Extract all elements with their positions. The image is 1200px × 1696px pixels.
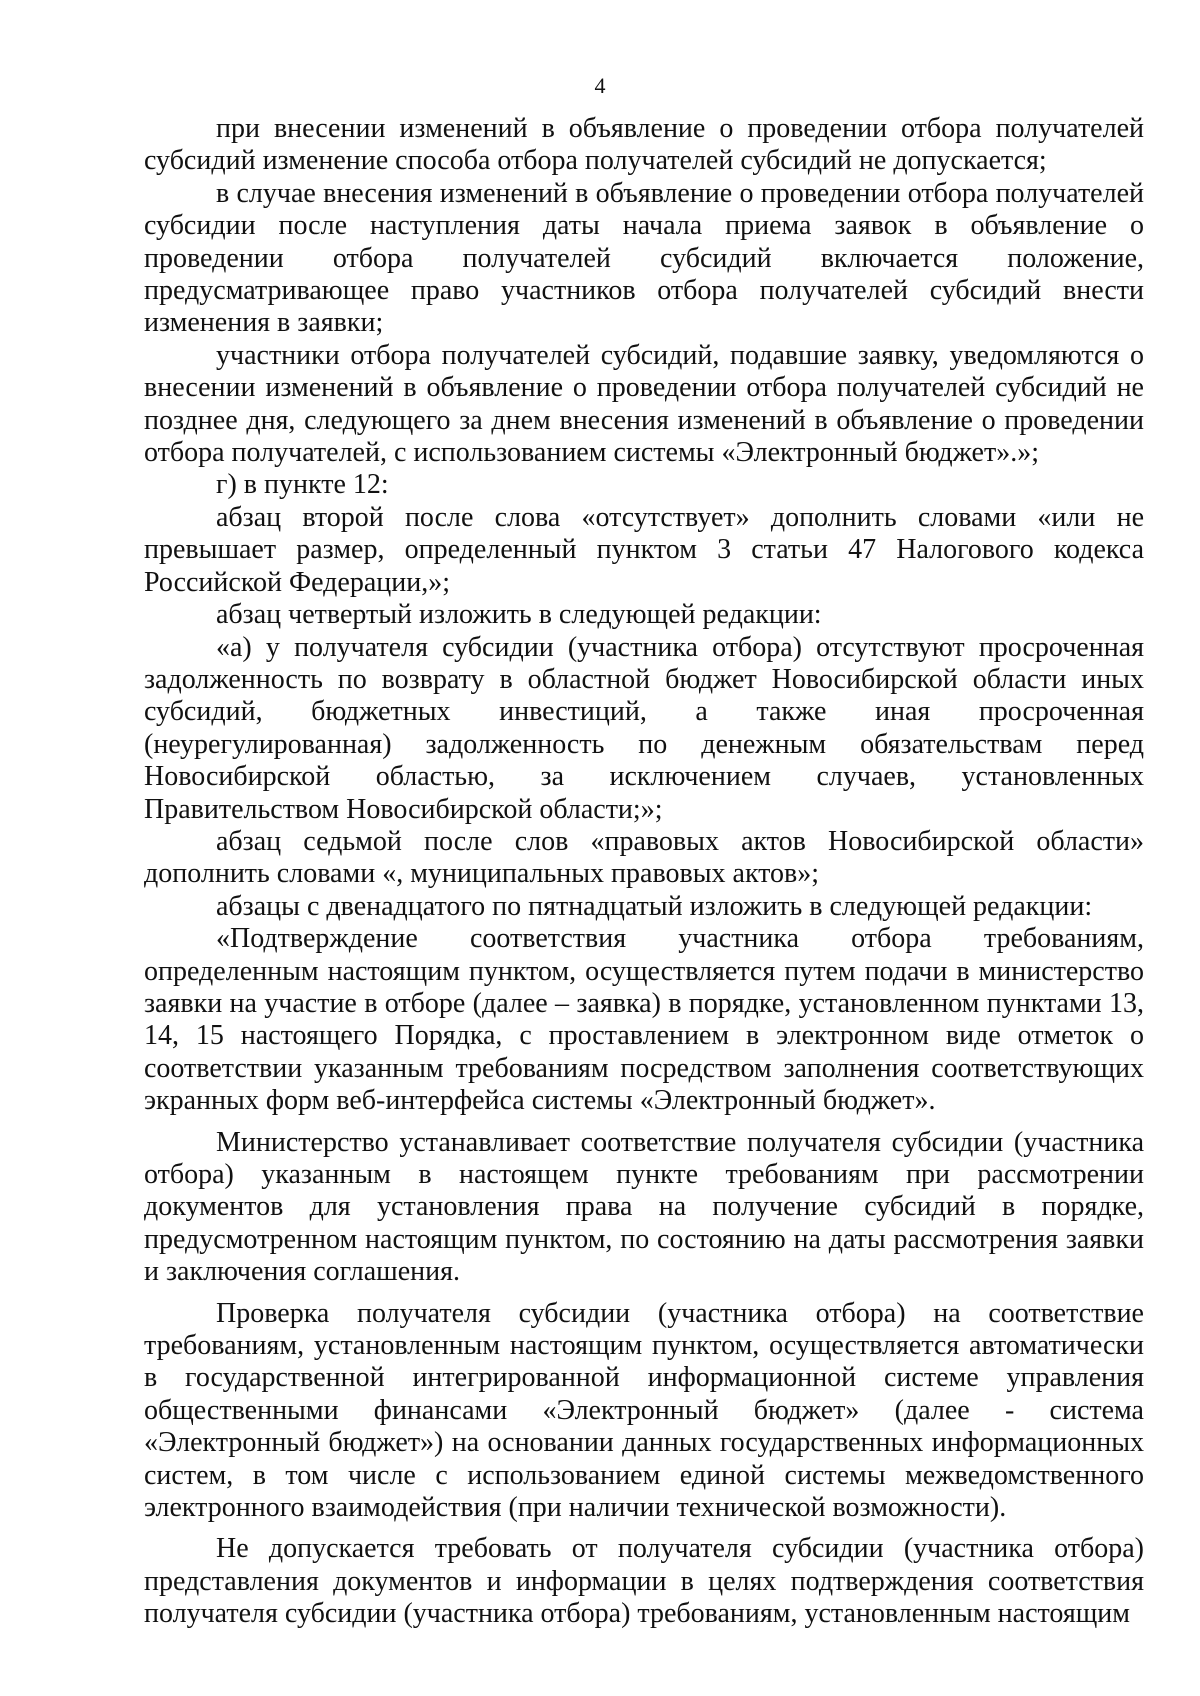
document-body (144, 113, 1144, 1631)
paragraph: «Подтверждение соответствия участника отбора требованиям, определенным настоящим пунктом, осуществляется путем подачи в министерство заявки на участие в отборе (далее – заявка) в порядке, установленном пунктами 13, 14, 15 настоящего Порядка, с проставлением в электронном виде отметок о соответствии указанным требованиям посредством заполнения соответствующих экранных форм веб-интерфейса системы «Электронный бюджет». (144, 923, 1144, 1117)
paragraph: абзацы с двенадцатого по пятнадцатый изложить в следующей редакции: (216, 890, 1093, 922)
paragraph: в случае внесения изменений в объявление о проведении отбора получателей субсидии после наступления даты начала приема заявок в объявление о проведении отбора получателей субсидий включается положение, предусматривающее право участников отбора получателей субсидий внести изменения в заявки; (144, 177, 1144, 339)
paragraph: «а) у получателя субсидии (участника отбора) отсутствуют просроченная задолженность по возврату в областной бюджет Новосибирской области иных субсидий, бюджетных инвестиций, а также иная просроченная (неурегулированная) задолженность по денежным обязательствам перед Новосибирской областью, за исключением случаев, установленных Правительством Новосибирской области;»; (144, 631, 1144, 825)
paragraph: участники отбора получателей субсидий, подавшие заявку, уведомляются о внесении изменений в объявление о проведении отбора получателей субсидий не позднее дня, следующего за днем внесения изменений в объявление о проведении отбора получателей, с использованием системы «Электронный бюджет».»; (144, 339, 1144, 469)
paragraph: Министерство устанавливает соответствие получателя субсидии (участника отбора) указанным в настоящем пункте требованиям при рассмотрении документов для установления права на получение субсидий в порядке, предусмотренном настоящим пунктом, по состоянию на даты рассмотрения заявки и заключения соглашения. (144, 1126, 1144, 1288)
paragraph: абзац седьмой после слов «правовых актов Новосибирской области» дополнить словами «, муниципальных правовых актов»; (144, 825, 1144, 890)
paragraph: абзац второй после слова «отсутствует» дополнить словами «или не превышает размер, определенный пунктом 3 статьи 47 Налогового кодекса Российской Федерации,»; (144, 501, 1144, 598)
page-number: 4 (594, 73, 606, 98)
paragraph: г) в пункте 12: (216, 469, 389, 501)
paragraph: Проверка получателя субсидии (участника отбора) на соответствие требованиям, установленным настоящим пунктом, осуществляется автоматически в государственной интегрированной информационной системе управления общественными финансами «Электронный бюджет» (далее - система «Электронный бюджет») на основании данных государственных информационных систем, в том числе с использованием единой системы межведомственного электронного взаимодействия (при наличии технической возможности). (144, 1297, 1144, 1524)
paragraph: при внесении изменений в объявление о проведении отбора получателей субсидий изменение способа отбора получателей субсидий не допускается; (144, 113, 1144, 177)
paragraph: Не допускается требовать от получателя субсидии (участника отбора) представления документов и информации в целях подтверждения соответствия получателя субсидии (участника отбора) требованиям, установленным настоящим (144, 1533, 1144, 1630)
paragraph: абзац четвертый изложить в следующей редакции: (216, 599, 822, 631)
